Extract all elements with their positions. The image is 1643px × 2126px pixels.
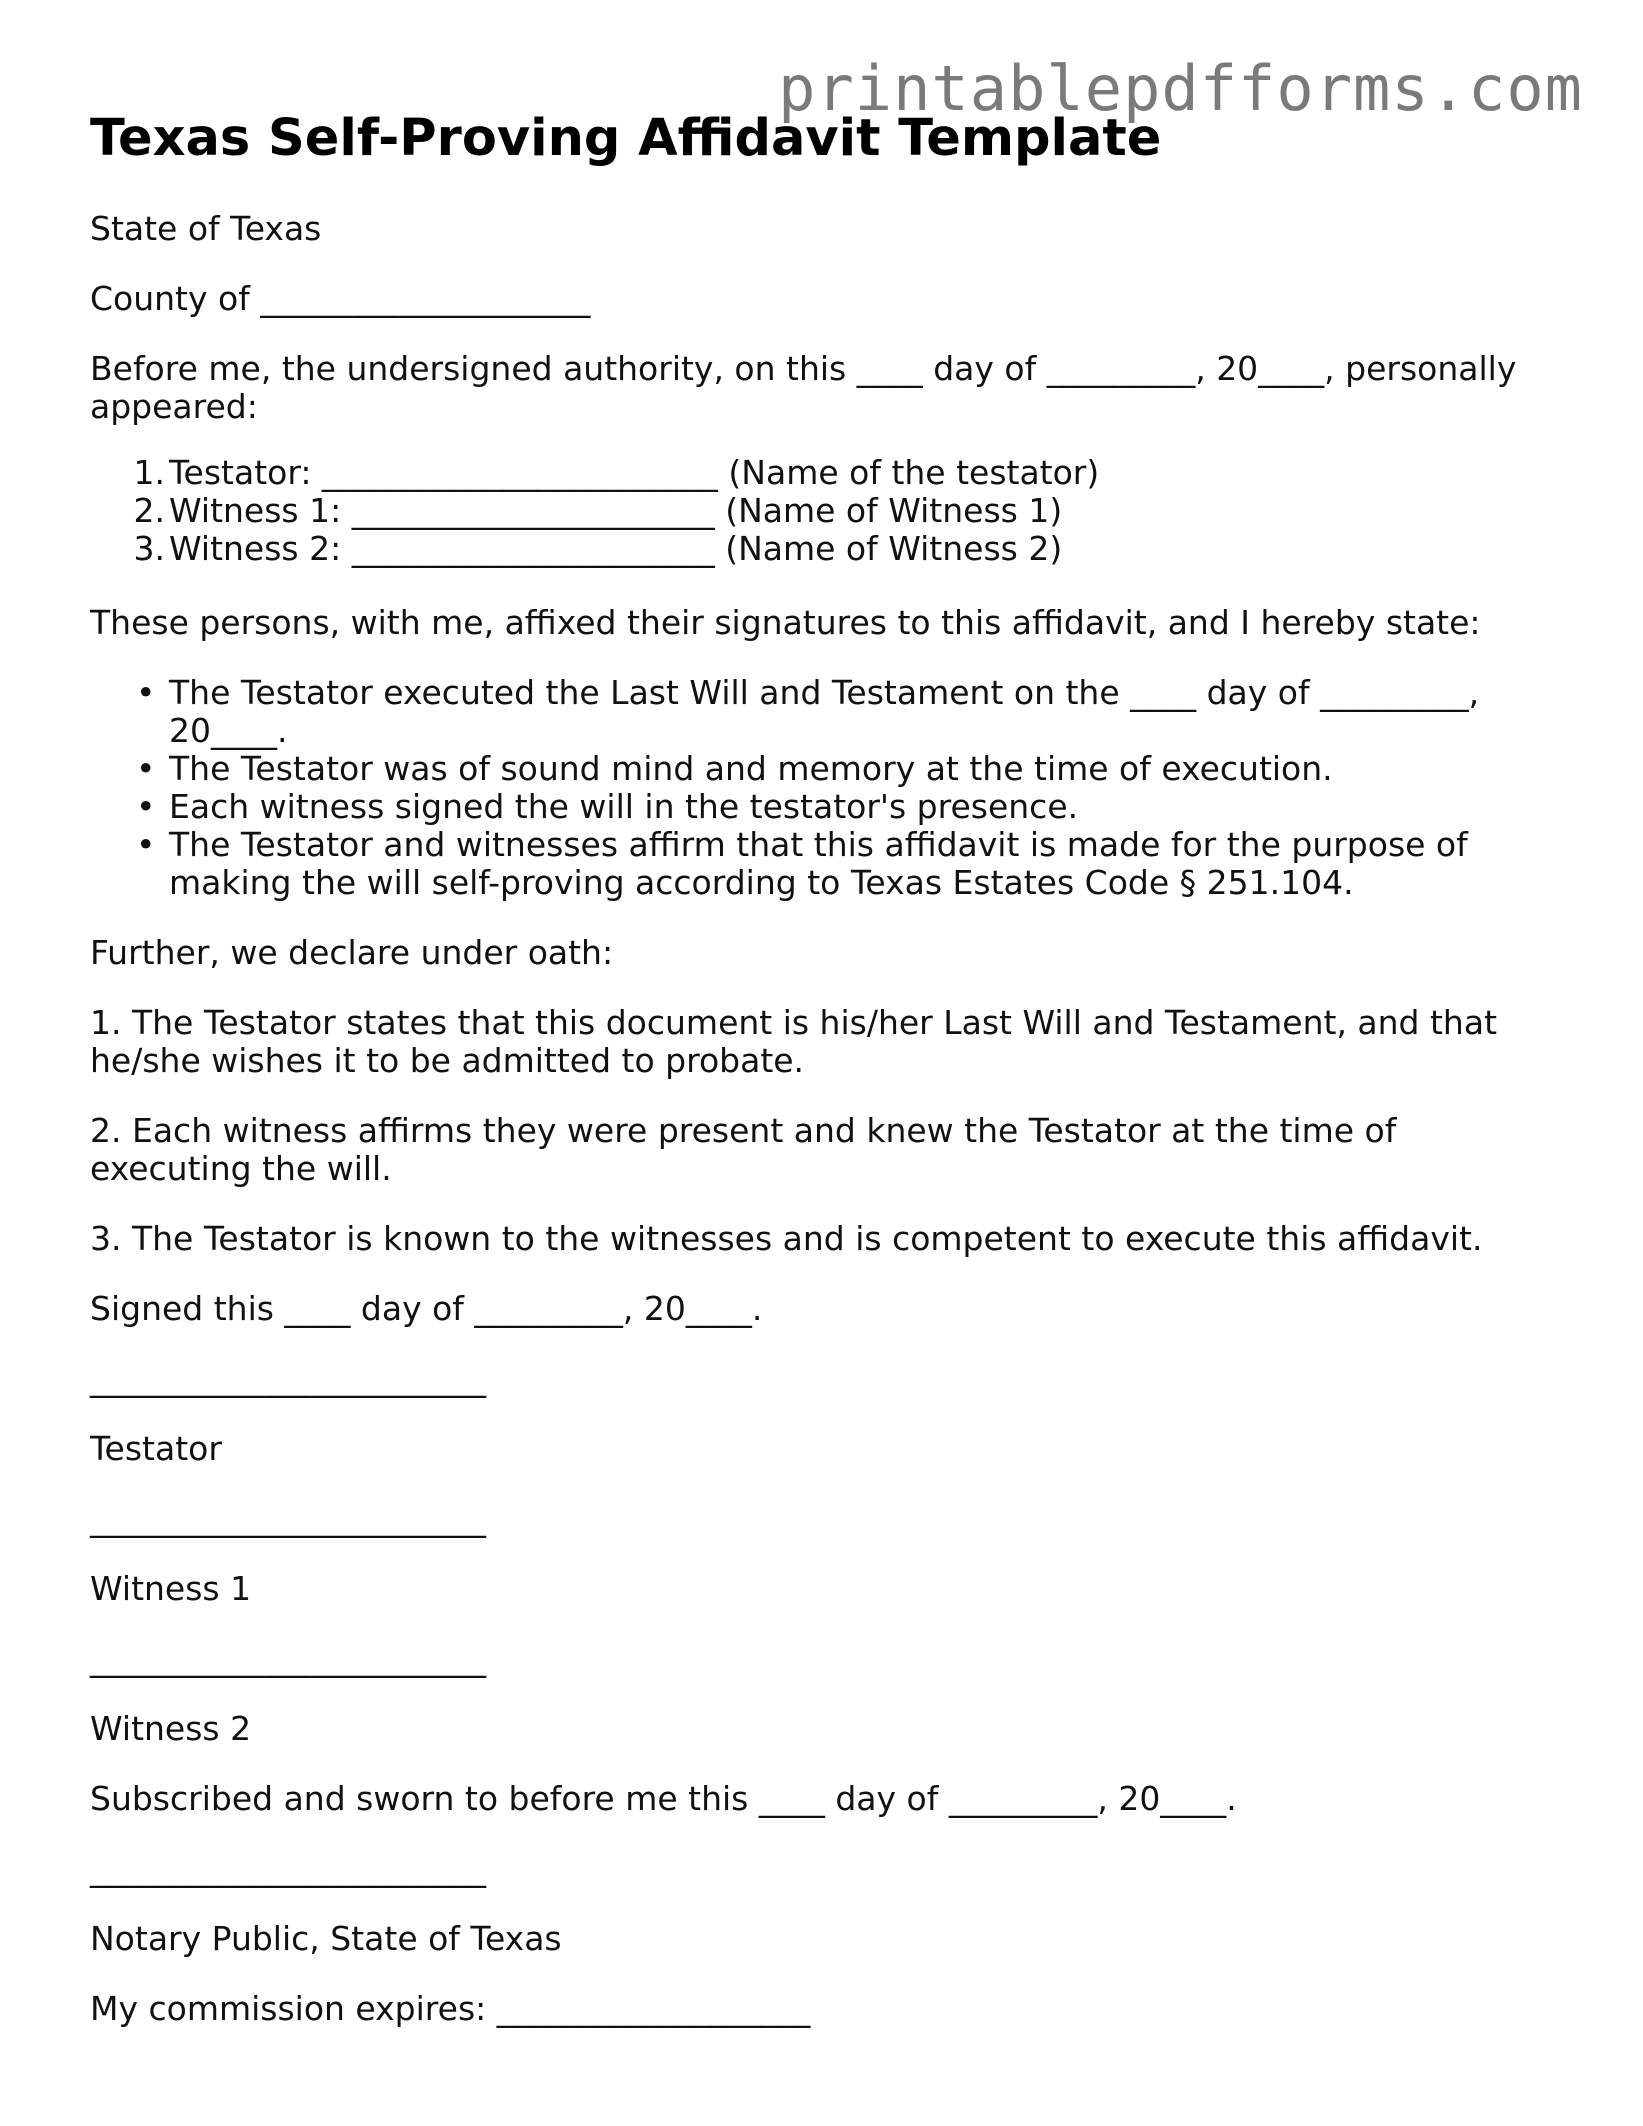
bullet-icon: • [136,825,156,864]
oath-intro: Further, we declare under oath: [90,933,614,972]
page-title: Texas Self-Proving Affidavit Template [90,109,1162,168]
statement-list [90,674,1510,902]
statement-intro: These persons, with me, affixed their signatures to this affidavit, and I hereby state: [90,603,1481,642]
bullet-icon: • [136,673,156,712]
testator-label: Testator [90,1429,222,1468]
testator-signature-line: ________________________ [90,1359,486,1398]
witness1-label: Witness 1 [90,1569,252,1608]
testator-appearance: Testator: ________________________ (Name of the testator) [169,453,1100,492]
bullet-icon: • [136,787,156,826]
oath-item-1: 1. The Testator states that this document is his/her Last Will and Testament, and that he/she wishes it to be admitted to probate. [90,1003,1498,1080]
intro-paragraph: Before me, the undersigned authority, on this ____ day of _________, 20____, personally appeared: [90,349,1517,426]
bullet-icon: • [136,749,156,788]
list-item [90,826,1510,902]
subscribed-line: Subscribed and sworn to before me this ____ day of _________, 20____. [90,1779,1237,1818]
list-item [90,750,1510,788]
list-item [90,454,1099,492]
list-number: 1. [133,453,165,492]
statement-text: The Testator was of sound mind and memory at the time of execution. [169,749,1333,788]
witness1-signature-line: ________________________ [90,1499,486,1538]
list-number: 3. [133,529,165,568]
oath-item-3: 3. The Testator is known to the witnesses and is competent to execute this affidavit. [90,1219,1483,1258]
list-item [90,492,1099,530]
list-item [90,788,1510,826]
statement-text: The Testator executed the Last Will and Testament on the ____ day of _________, 20____. [169,673,1480,750]
list-item [90,530,1099,568]
appearance-list [90,454,1099,568]
notary-label: Notary Public, State of Texas [90,1919,562,1958]
witness2-appearance: Witness 2: ______________________ (Name of Witness 2) [169,529,1063,568]
witness2-signature-line: ________________________ [90,1639,486,1678]
signed-date-line: Signed this ____ day of _________, 20____. [90,1289,763,1328]
state-line: State of Texas [90,209,322,248]
commission-line: My commission expires: ___________________ [90,1989,811,2028]
statement-text: The Testator and witnesses affirm that this affidavit is made for the purpose of making the will self-proving according to Texas Estates Code § 251.104. [169,825,1468,902]
county-line: County of ____________________ [90,279,591,318]
witness2-label: Witness 2 [90,1709,252,1748]
witness1-appearance: Witness 1: ______________________ (Name of Witness 1) [169,491,1063,530]
statement-text: Each witness signed the will in the testator's presence. [169,787,1079,826]
oath-item-2: 2. Each witness affirms they were present and knew the Testator at the time of executing the will. [90,1111,1397,1188]
watermark: printablepdfforms.com [778,52,1583,125]
list-number: 2. [133,491,165,530]
notary-signature-line: ________________________ [90,1849,486,1888]
list-item [90,674,1510,750]
